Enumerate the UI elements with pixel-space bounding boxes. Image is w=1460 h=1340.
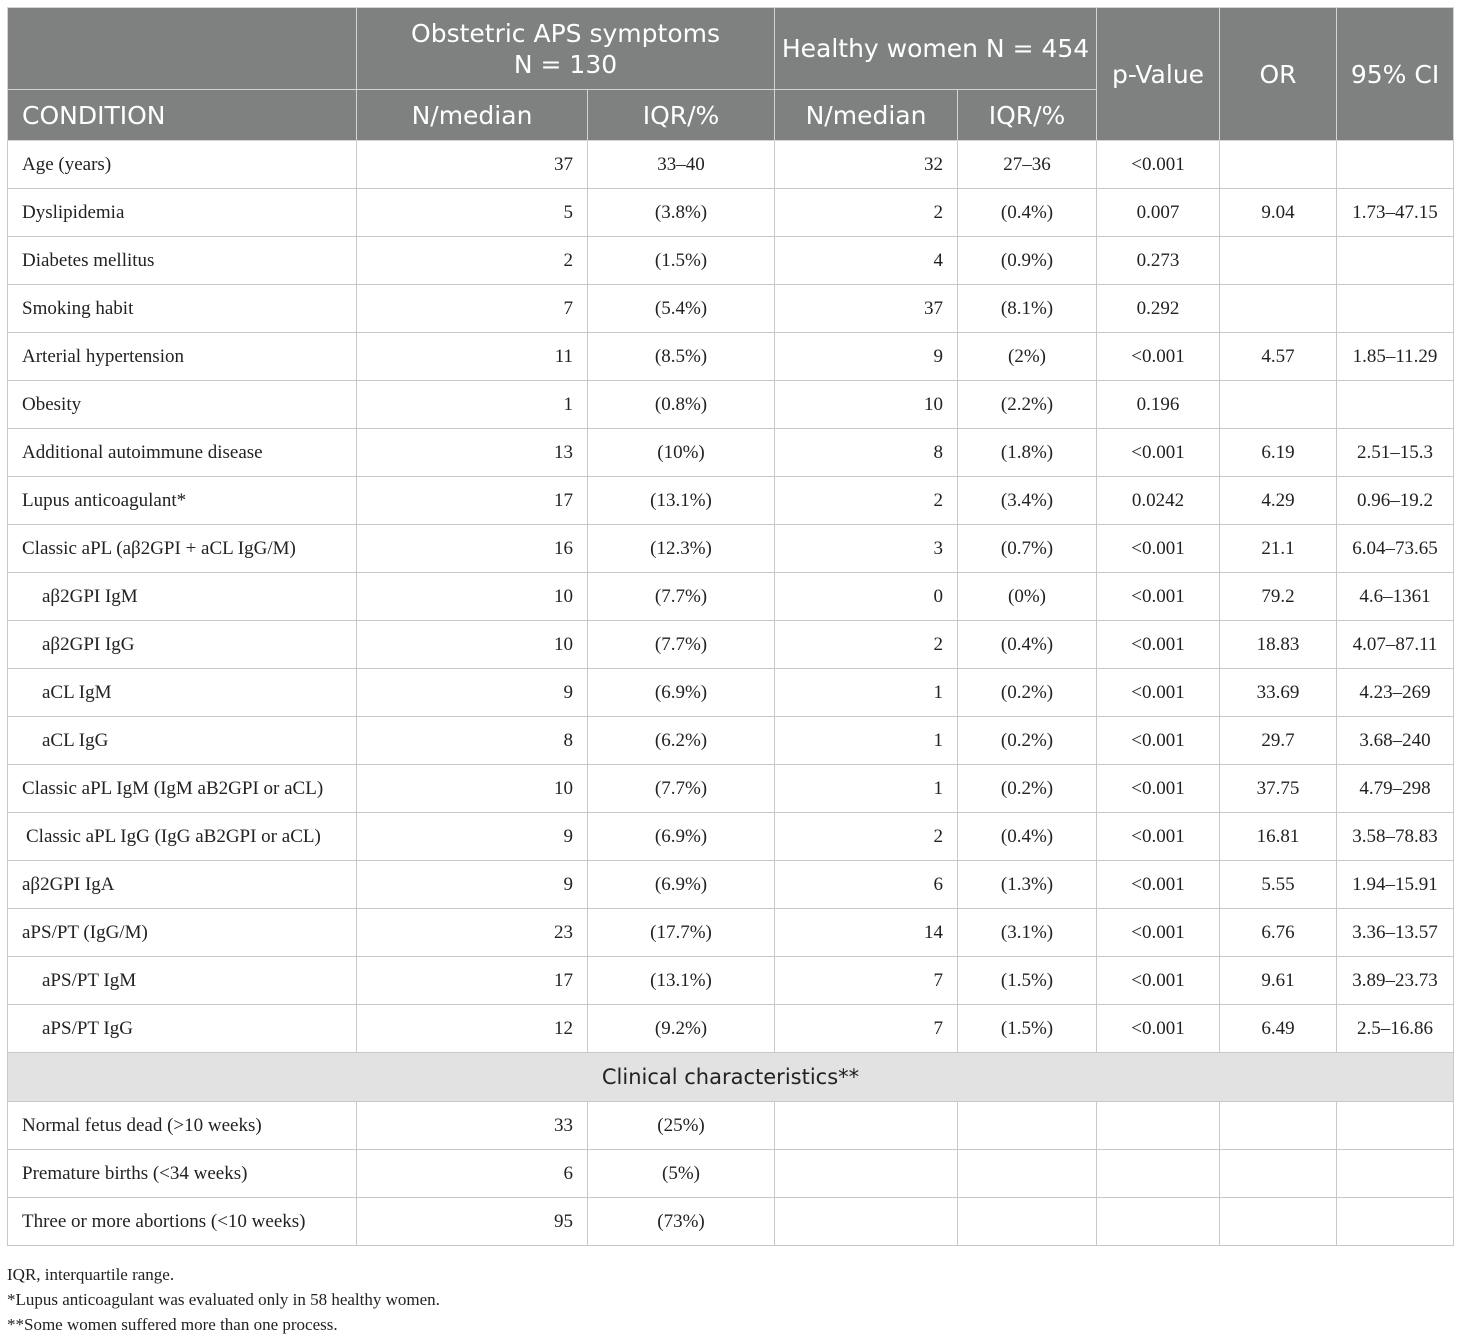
table-row <box>8 957 1454 1005</box>
row-label: Premature births (<34 weeks) <box>8 1150 357 1198</box>
header-group-obstetric <box>357 8 775 90</box>
cell-or: 9.04 <box>1220 189 1337 237</box>
row-label: Three or more abortions (<10 weeks) <box>8 1198 357 1246</box>
cell-empty <box>1097 1150 1220 1198</box>
row-label: aβ2GPI IgG <box>8 621 357 669</box>
header-ci: 95% CI <box>1337 8 1454 141</box>
cell-pvalue: <0.001 <box>1097 429 1220 477</box>
cell-pct-obstetric: 33–40 <box>588 141 775 189</box>
cell-pvalue: 0.273 <box>1097 237 1220 285</box>
table-row <box>8 765 1454 813</box>
cell-n-obstetric: 9 <box>357 669 588 717</box>
section-row <box>8 1053 1454 1102</box>
row-label: Classic aPL IgG (IgG aB2GPI or aCL) <box>8 813 357 861</box>
cell-pct-healthy: (0.9%) <box>958 237 1097 285</box>
header-n-median-obstetric: N/median <box>357 90 588 141</box>
cell-n-obstetric: 10 <box>357 621 588 669</box>
cell-n-healthy: 2 <box>775 621 958 669</box>
table-row <box>8 237 1454 285</box>
footnote-process: **Some women suffered more than one process. <box>7 1315 338 1334</box>
cell-pct-obstetric: (3.8%) <box>588 189 775 237</box>
cell-pct-obstetric: (6.9%) <box>588 861 775 909</box>
row-label: aPS/PT IgM <box>8 957 357 1005</box>
row-label: aβ2GPI IgM <box>8 573 357 621</box>
row-label: Classic aPL (aβ2GPI + aCL IgG/M) <box>8 525 357 573</box>
cell-pct-obstetric: (12.3%) <box>588 525 775 573</box>
cell-empty <box>1220 1102 1337 1150</box>
row-label: Normal fetus dead (>10 weeks) <box>8 1102 357 1150</box>
cell-or: 6.19 <box>1220 429 1337 477</box>
cell-or: 79.2 <box>1220 573 1337 621</box>
cell-empty <box>958 1198 1097 1246</box>
cell-pct-healthy: (3.1%) <box>958 909 1097 957</box>
table-row <box>8 429 1454 477</box>
cell-n-healthy: 7 <box>775 957 958 1005</box>
cell-empty <box>1097 1198 1220 1246</box>
table-row <box>8 477 1454 525</box>
cell-pvalue: <0.001 <box>1097 333 1220 381</box>
cell-n-obstetric: 1 <box>357 381 588 429</box>
cell-or: 4.29 <box>1220 477 1337 525</box>
cell-pct-obstetric: (13.1%) <box>588 477 775 525</box>
cell-or <box>1220 285 1337 333</box>
table-row <box>8 1198 1454 1246</box>
cell-ci: 2.5–16.86 <box>1337 1005 1454 1053</box>
cell-empty <box>1337 1150 1454 1198</box>
cell-pct-obstetric: (73%) <box>588 1198 775 1246</box>
cell-empty <box>1220 1150 1337 1198</box>
cell-n-obstetric: 10 <box>357 765 588 813</box>
table-row <box>8 669 1454 717</box>
cell-n-healthy: 4 <box>775 237 958 285</box>
cell-n-obstetric: 9 <box>357 861 588 909</box>
table-row <box>8 1005 1454 1053</box>
cell-pct-healthy: (0%) <box>958 573 1097 621</box>
cell-n-obstetric: 10 <box>357 573 588 621</box>
cell-n-obstetric: 5 <box>357 189 588 237</box>
cell-empty <box>958 1102 1097 1150</box>
row-label: aCL IgG <box>8 717 357 765</box>
cell-pct-obstetric: (17.7%) <box>588 909 775 957</box>
cell-ci: 4.79–298 <box>1337 765 1454 813</box>
cell-pct-healthy: (0.2%) <box>958 765 1097 813</box>
table-row <box>8 909 1454 957</box>
header-pvalue: p-Value <box>1097 8 1220 141</box>
cell-n-healthy: 7 <box>775 1005 958 1053</box>
table-row <box>8 333 1454 381</box>
cell-ci: 2.51–15.3 <box>1337 429 1454 477</box>
header-group-obstetric-n: N = 130 <box>513 49 618 79</box>
table-row <box>8 621 1454 669</box>
table-row <box>8 1102 1454 1150</box>
cell-ci: 3.58–78.83 <box>1337 813 1454 861</box>
cell-or: 6.76 <box>1220 909 1337 957</box>
row-label: aβ2GPI IgA <box>8 861 357 909</box>
cell-n-obstetric: 12 <box>357 1005 588 1053</box>
table-row <box>8 861 1454 909</box>
cell-or: 33.69 <box>1220 669 1337 717</box>
table-row <box>8 285 1454 333</box>
cell-pvalue: <0.001 <box>1097 621 1220 669</box>
table-row <box>8 189 1454 237</box>
cell-pct-healthy: 27–36 <box>958 141 1097 189</box>
table-container <box>7 7 1453 1246</box>
cell-empty <box>1097 1102 1220 1150</box>
cell-n-obstetric: 13 <box>357 429 588 477</box>
cell-pct-obstetric: (7.7%) <box>588 765 775 813</box>
cell-n-obstetric: 8 <box>357 717 588 765</box>
cell-or <box>1220 381 1337 429</box>
row-label: Smoking habit <box>8 285 357 333</box>
cell-pvalue: <0.001 <box>1097 957 1220 1005</box>
cell-or: 6.49 <box>1220 1005 1337 1053</box>
data-table <box>7 7 1454 1246</box>
row-label: Arterial hypertension <box>8 333 357 381</box>
cell-pct-healthy: (8.1%) <box>958 285 1097 333</box>
cell-n-healthy: 1 <box>775 717 958 765</box>
cell-pct-healthy: (0.7%) <box>958 525 1097 573</box>
cell-ci: 0.96–19.2 <box>1337 477 1454 525</box>
cell-n-obstetric: 33 <box>357 1102 588 1150</box>
table-row <box>8 1150 1454 1198</box>
cell-pct-obstetric: (0.8%) <box>588 381 775 429</box>
header-row-groups <box>8 8 1454 90</box>
cell-ci: 1.94–15.91 <box>1337 861 1454 909</box>
cell-ci: 3.36–13.57 <box>1337 909 1454 957</box>
cell-or: 4.57 <box>1220 333 1337 381</box>
cell-pvalue: <0.001 <box>1097 861 1220 909</box>
cell-n-obstetric: 17 <box>357 477 588 525</box>
row-label: aPS/PT IgG <box>8 1005 357 1053</box>
cell-pct-obstetric: (10%) <box>588 429 775 477</box>
cell-ci: 3.89–23.73 <box>1337 957 1454 1005</box>
cell-pct-healthy: (2.2%) <box>958 381 1097 429</box>
cell-empty <box>958 1150 1097 1198</box>
cell-n-healthy: 3 <box>775 525 958 573</box>
cell-n-healthy: 2 <box>775 477 958 525</box>
cell-n-healthy: 9 <box>775 333 958 381</box>
cell-pvalue: <0.001 <box>1097 717 1220 765</box>
cell-pct-healthy: (1.8%) <box>958 429 1097 477</box>
cell-ci: 3.68–240 <box>1337 717 1454 765</box>
cell-n-obstetric: 95 <box>357 1198 588 1246</box>
header-group-obstetric-title: Obstetric APS symptoms <box>411 18 720 48</box>
header-group-healthy: Healthy women N = 454 <box>775 8 1097 90</box>
cell-pvalue: <0.001 <box>1097 765 1220 813</box>
table-body <box>8 141 1454 1246</box>
cell-or: 5.55 <box>1220 861 1337 909</box>
cell-or: 29.7 <box>1220 717 1337 765</box>
cell-n-obstetric: 7 <box>357 285 588 333</box>
cell-pct-healthy: (1.3%) <box>958 861 1097 909</box>
cell-n-healthy: 6 <box>775 861 958 909</box>
cell-ci <box>1337 381 1454 429</box>
cell-n-healthy: 1 <box>775 765 958 813</box>
cell-n-healthy: 10 <box>775 381 958 429</box>
cell-empty <box>775 1102 958 1150</box>
cell-n-obstetric: 37 <box>357 141 588 189</box>
table-row <box>8 381 1454 429</box>
cell-pvalue: 0.292 <box>1097 285 1220 333</box>
cell-n-healthy: 37 <box>775 285 958 333</box>
header-iqr-healthy: IQR/% <box>958 90 1097 141</box>
cell-pvalue: <0.001 <box>1097 1005 1220 1053</box>
cell-pvalue: <0.001 <box>1097 813 1220 861</box>
cell-ci <box>1337 285 1454 333</box>
cell-pct-healthy: (0.2%) <box>958 669 1097 717</box>
cell-ci <box>1337 141 1454 189</box>
table-row <box>8 717 1454 765</box>
footnote-iqr: IQR, interquartile range. <box>7 1265 175 1284</box>
table-row <box>8 525 1454 573</box>
cell-or: 21.1 <box>1220 525 1337 573</box>
cell-pct-healthy: (0.2%) <box>958 717 1097 765</box>
cell-pvalue: <0.001 <box>1097 141 1220 189</box>
cell-or: 9.61 <box>1220 957 1337 1005</box>
cell-pvalue: <0.001 <box>1097 573 1220 621</box>
cell-pct-healthy: (0.4%) <box>958 621 1097 669</box>
cell-ci: 1.73–47.15 <box>1337 189 1454 237</box>
cell-pct-obstetric: (9.2%) <box>588 1005 775 1053</box>
cell-pvalue: <0.001 <box>1097 669 1220 717</box>
cell-n-healthy: 14 <box>775 909 958 957</box>
cell-or <box>1220 141 1337 189</box>
cell-n-healthy: 2 <box>775 189 958 237</box>
cell-empty <box>1337 1102 1454 1150</box>
cell-n-obstetric: 6 <box>357 1150 588 1198</box>
cell-pvalue: <0.001 <box>1097 909 1220 957</box>
cell-n-healthy: 0 <box>775 573 958 621</box>
table-row <box>8 573 1454 621</box>
cell-n-obstetric: 11 <box>357 333 588 381</box>
row-label: aPS/PT (IgG/M) <box>8 909 357 957</box>
cell-pct-healthy: (2%) <box>958 333 1097 381</box>
row-label: Classic aPL IgM (IgM aB2GPI or aCL) <box>8 765 357 813</box>
cell-pct-healthy: (1.5%) <box>958 957 1097 1005</box>
row-label: Obesity <box>8 381 357 429</box>
cell-n-obstetric: 2 <box>357 237 588 285</box>
header-iqr-obstetric: IQR/% <box>588 90 775 141</box>
row-label: aCL IgM <box>8 669 357 717</box>
cell-ci: 4.23–269 <box>1337 669 1454 717</box>
cell-n-healthy: 8 <box>775 429 958 477</box>
cell-ci: 4.6–1361 <box>1337 573 1454 621</box>
cell-ci: 1.85–11.29 <box>1337 333 1454 381</box>
cell-empty <box>775 1150 958 1198</box>
footnote-lupus: *Lupus anticoagulant was evaluated only in 58 healthy women. <box>7 1290 440 1309</box>
cell-pct-obstetric: (25%) <box>588 1102 775 1150</box>
cell-n-obstetric: 16 <box>357 525 588 573</box>
cell-or: 18.83 <box>1220 621 1337 669</box>
row-label: Diabetes mellitus <box>8 237 357 285</box>
cell-n-obstetric: 9 <box>357 813 588 861</box>
cell-ci: 6.04–73.65 <box>1337 525 1454 573</box>
cell-pct-obstetric: (7.7%) <box>588 621 775 669</box>
cell-pct-healthy: (3.4%) <box>958 477 1097 525</box>
cell-pct-obstetric: (5.4%) <box>588 285 775 333</box>
cell-empty <box>775 1198 958 1246</box>
cell-n-healthy: 32 <box>775 141 958 189</box>
cell-or <box>1220 237 1337 285</box>
table-row <box>8 813 1454 861</box>
cell-pct-obstetric: (6.9%) <box>588 669 775 717</box>
cell-or: 16.81 <box>1220 813 1337 861</box>
cell-pct-obstetric: (8.5%) <box>588 333 775 381</box>
cell-pct-obstetric: (1.5%) <box>588 237 775 285</box>
cell-empty <box>1220 1198 1337 1246</box>
table-footnotes <box>7 1262 440 1337</box>
section-title: Clinical characteristics** <box>8 1053 1454 1102</box>
cell-pct-obstetric: (7.7%) <box>588 573 775 621</box>
header-condition: CONDITION <box>8 90 357 141</box>
cell-ci <box>1337 237 1454 285</box>
table-row <box>8 141 1454 189</box>
cell-or: 37.75 <box>1220 765 1337 813</box>
cell-ci: 4.07–87.11 <box>1337 621 1454 669</box>
header-n-median-healthy: N/median <box>775 90 958 141</box>
row-label: Lupus anticoagulant* <box>8 477 357 525</box>
row-label: Age (years) <box>8 141 357 189</box>
cell-pvalue: 0.007 <box>1097 189 1220 237</box>
cell-pct-obstetric: (6.2%) <box>588 717 775 765</box>
cell-pvalue: 0.196 <box>1097 381 1220 429</box>
header-blank <box>8 8 357 90</box>
cell-n-healthy: 1 <box>775 669 958 717</box>
cell-pct-obstetric: (13.1%) <box>588 957 775 1005</box>
cell-empty <box>1337 1198 1454 1246</box>
cell-pct-obstetric: (5%) <box>588 1150 775 1198</box>
cell-pct-healthy: (0.4%) <box>958 813 1097 861</box>
cell-pct-healthy: (0.4%) <box>958 189 1097 237</box>
cell-n-healthy: 2 <box>775 813 958 861</box>
cell-pct-obstetric: (6.9%) <box>588 813 775 861</box>
row-label: Dyslipidemia <box>8 189 357 237</box>
cell-pvalue: 0.0242 <box>1097 477 1220 525</box>
header-or: OR <box>1220 8 1337 141</box>
cell-n-obstetric: 23 <box>357 909 588 957</box>
row-label: Additional autoimmune disease <box>8 429 357 477</box>
cell-n-obstetric: 17 <box>357 957 588 1005</box>
cell-pvalue: <0.001 <box>1097 525 1220 573</box>
cell-pct-healthy: (1.5%) <box>958 1005 1097 1053</box>
